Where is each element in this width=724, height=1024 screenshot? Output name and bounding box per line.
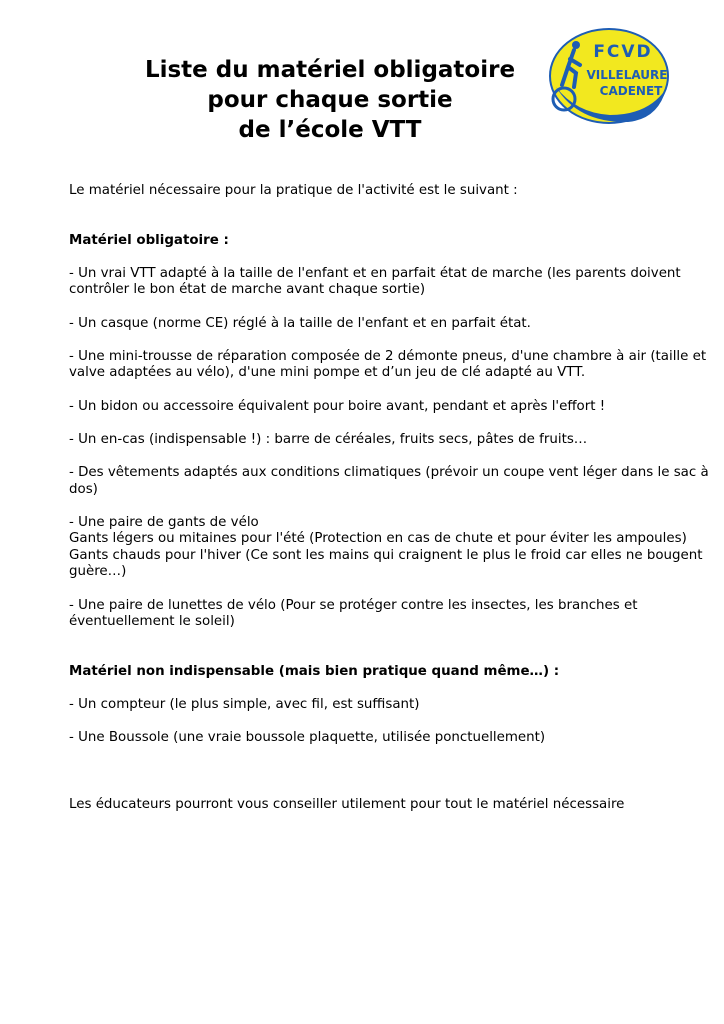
item-bottle: - Un bidon ou accessoire équivalent pour boire avant, pendant et après l'effort !	[69, 398, 606, 414]
title-line-1: Liste du matériel obligatoire	[144, 57, 516, 83]
item-compass: - Une Boussole (une vraie boussole plaquette, utilisée ponctuellement)	[69, 730, 546, 746]
logo-text-villelaure: VILLELAURE	[586, 68, 668, 82]
item-helmet: - Un casque (norme CE) réglé à la taille de l'enfant et en parfait état.	[69, 315, 531, 331]
item-repair-kit: - Une mini-trousse de réparation composée de 2 démonte pneus, d'une chambre à air (taille et valve adaptées au vélo), d'une mini pompe et d’un jeu de clé adapté au VTT.	[69, 348, 707, 381]
item-glasses: - Une paire de lunettes de vélo (Pour se protéger contre les insectes, les branches et éventuellement le soleil)	[69, 597, 638, 630]
mandatory-heading: Matériel obligatoire :	[69, 232, 229, 248]
title-line-3: de l’école VTT	[238, 117, 422, 143]
gloves-line-3: Gants chauds pour l'hiver (Ce sont les mains qui craignent le plus le froid car elles ne bougent guère…)	[69, 547, 703, 580]
gloves-line-2: Gants légers ou mitaines pour l'été (Protection en cas de chute et pour éviter les ampoules)	[69, 531, 687, 547]
title-line-2: pour chaque sortie	[207, 87, 453, 113]
optional-heading: Matériel non indispensable (mais bien pratique quand même…) :	[69, 663, 560, 679]
gloves-line-1: - Une paire de gants de vélo	[69, 514, 259, 530]
item-counter: - Un compteur (le plus simple, avec fil, est suffisant)	[69, 697, 420, 713]
club-logo	[548, 27, 670, 125]
intro-text: Le matériel nécessaire pour la pratique de l'activité est le suivant :	[69, 183, 518, 198]
item-clothing: - Des vêtements adaptés aux conditions climatiques (prévoir un coupe vent léger dans le sac à dos)	[69, 464, 709, 497]
item-vtt: - Un vrai VTT adapté à la taille de l'enfant et en parfait état de marche (les parents doivent contrôler le bon état de marche avant chaque sortie)	[69, 265, 681, 298]
item-gloves	[69, 515, 715, 581]
document-title	[90, 55, 570, 145]
logo-text-cadenet: CADENET	[599, 84, 663, 98]
closing-text: Les éducateurs pourront vous conseiller utilement pour tout le matériel nécessaire	[69, 796, 625, 812]
item-snack: - Un en-cas (indispensable !) : barre de céréales, fruits secs, pâtes de fruits…	[69, 431, 588, 447]
logo-text-fcvd: FCVD	[593, 42, 653, 62]
document-body	[69, 183, 715, 813]
